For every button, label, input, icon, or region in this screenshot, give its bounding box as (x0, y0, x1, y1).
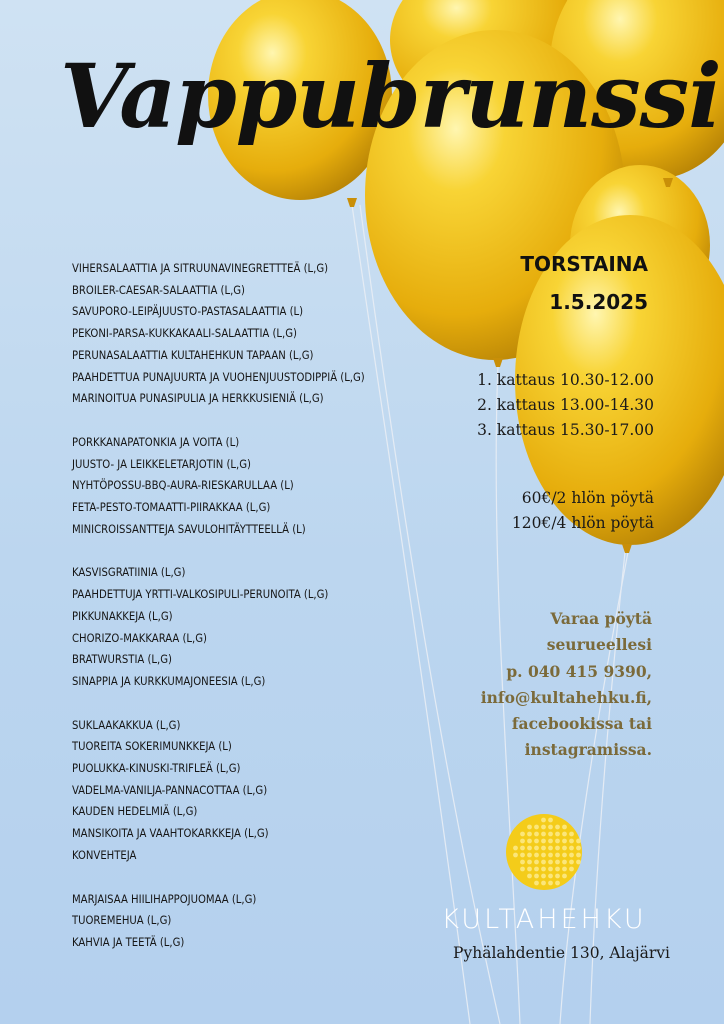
menu-item: KONVEHTEJA (72, 848, 137, 862)
menu-group (72, 889, 432, 954)
sitting-line: 2. kattaus 13.00-14.30 (477, 396, 654, 414)
menu-item: PAAHDETTUA PUNAJUURTA JA VUOHENJUUSTODIPPIÄ (L,G) (72, 370, 365, 384)
menu-item: MINICROISSANTTEJA SAVULOHITÄYTTEELLÄ (L) (72, 522, 306, 536)
menu-item: KASVISGRATIINIA (L,G) (72, 566, 186, 580)
menu-item: BRATWURSTIA (L,G) (72, 653, 172, 667)
menu-item: SUKLAAKAKKUA (L,G) (72, 718, 181, 732)
sitting-line: 1. kattaus 10.30-12.00 (477, 371, 654, 389)
menu-item: MANSIKOITA JA VAAHTOKARKKEJA (L,G) (72, 827, 269, 841)
menu-item: MARJAISAA HIILIHAPPOJUOMAA (L,G) (72, 892, 257, 906)
menu-item: BROILER-CAESAR-SALAATTIA (L,G) (72, 283, 245, 297)
sitting-line: 3. kattaus 15.30-17.00 (477, 421, 654, 439)
event-date-block (520, 250, 648, 316)
menu-item: PUOLUKKA-KINUSKI-TRIFLEÄ (L,G) (72, 762, 241, 776)
menu-item: FETA-PESTO-TOMAATTI-PIIRAKKAA (L,G) (72, 501, 271, 515)
contact-email: info@kultahehku.fi, (480, 687, 652, 707)
menu-item: CHORIZO-MAKKARAA (L,G) (72, 631, 207, 645)
kultahehku-logo-icon (504, 812, 584, 892)
menu-item: KAUDEN HEDELMIÄ (L,G) (72, 805, 198, 819)
sittings-list (477, 368, 654, 443)
menu-item: SINAPPIA JA KURKKUMAJONEESIA (L,G) (72, 674, 266, 688)
menu-group (72, 432, 432, 541)
menu-item: PIKKUNAKKEJA (L,G) (72, 609, 173, 623)
contact-line: instagramissa. (524, 740, 652, 760)
menu-item: PEKONI-PARSA-KUKKAKAALI-SALAATTIA (L,G) (72, 327, 297, 341)
price-line: 60€/2 hlön pöytä (521, 489, 654, 507)
menu-item: NYHTÖPOSSU-BBQ-AURA-RIESKARULLAA (L) (72, 479, 294, 493)
menu-list (72, 258, 432, 976)
menu-item: TUOREITA SOKERIMUNKKEJA (L) (72, 740, 232, 754)
menu-item: SAVUPORO-LEIPÄJUUSTO-PASTASALAATTIA (L) (72, 305, 304, 319)
page-title: Vappubrunssi (60, 44, 721, 148)
event-date: 1.5.2025 (549, 290, 648, 314)
contact-line: facebookissa tai (511, 714, 652, 734)
reservation-info (481, 606, 652, 764)
menu-item: PERUNASALAATTIA KULTAHEHKUN TAPAAN (L,G) (72, 348, 314, 362)
menu-item: KAHVIA JA TEETÄ (L,G) (72, 935, 185, 949)
menu-group (72, 715, 432, 867)
menu-item: JUUSTO- JA LEIKKELETARJOTIN (L,G) (72, 457, 251, 471)
menu-item: VIHERSALAATTIA JA SITRUUNAVINEGRETTTEÄ (L,G) (72, 262, 329, 275)
contact-line: Varaa pöytä (550, 609, 652, 628)
price-line: 120€/4 hlön pöytä (511, 514, 654, 532)
menu-item: MARINOITUA PUNASIPULIA JA HERKKUSIENIÄ (L,G) (72, 392, 324, 406)
address: Pyhälahdentie 130, Alajärvi (453, 944, 670, 962)
menu-group (72, 258, 432, 410)
menu-group (72, 562, 432, 692)
contact-line: seurueellesi (546, 635, 652, 655)
menu-item: VADELMA-VANILJA-PANNACOTTAA (L,G) (72, 783, 268, 797)
menu-item: PAAHDETTUJA YRTTI-VALKOSIPULI-PERUNOITA (L,G) (72, 588, 329, 602)
menu-item: TUOREMEHUA (L,G) (72, 914, 172, 928)
event-day: TORSTAINA (520, 252, 648, 276)
menu-item: PORKKANAPATONKIA JA VOITA (L) (72, 435, 240, 449)
brand-name: KULTAHEHKU (441, 904, 647, 935)
contact-phone: p. 040 415 9390, (506, 661, 652, 681)
price-list (512, 486, 654, 536)
